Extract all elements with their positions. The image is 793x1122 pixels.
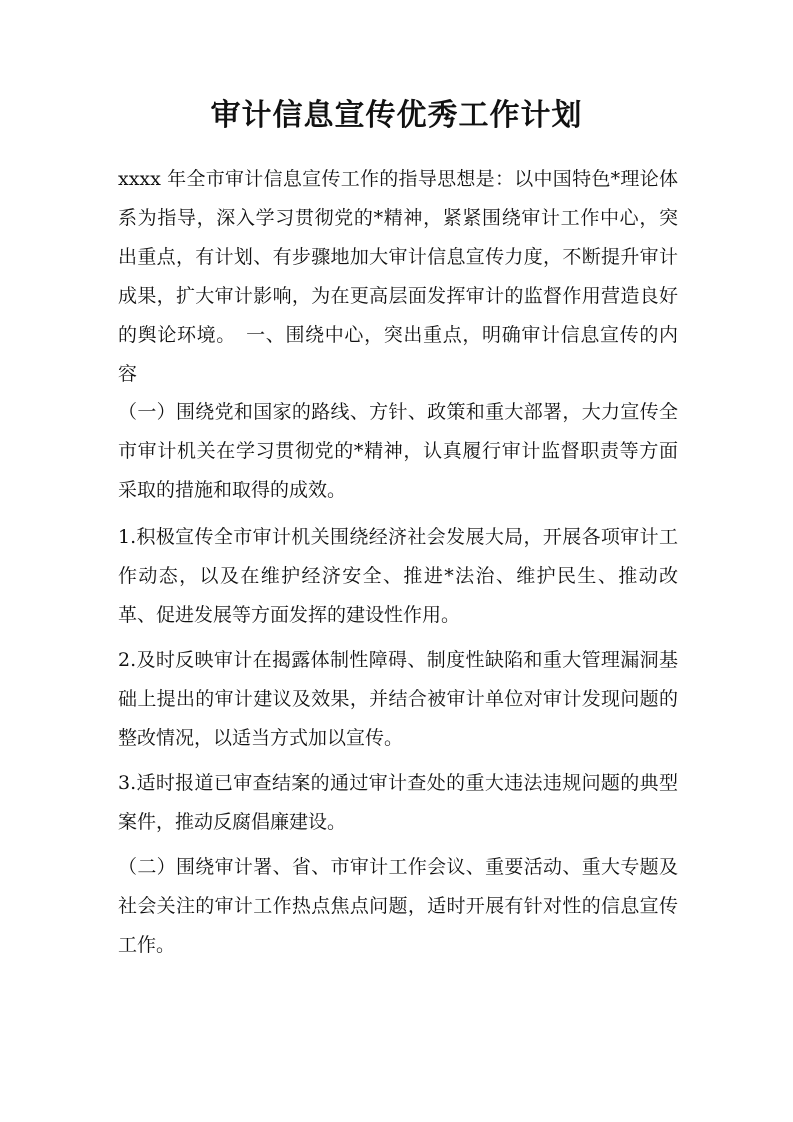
paragraph-item-3: 3.适时报道已审查结案的通过审计查处的重大违法违规问题的典型案件，推动反腐倡廉建设。 [118, 772, 678, 833]
paragraph-item-1: 1.积极宣传全市审计机关围绕经济社会发展大局，开展各项审计工作动态，以及在维护经济安全、推进*法治、维护民生、推动改革、促进发展等方面发挥的建设性作用。 [118, 526, 678, 626]
paragraph-item-2: 2.及时反映审计在揭露体制性障碍、制度性缺陷和重大管理漏洞基础上提出的审计建议及效果，并结合被审计单位对审计发现问题的整改情况，以适当方式加以宣传。 [118, 649, 678, 749]
paragraph-section-two: （二）围绕审计署、省、市审计工作会议、重要活动、重大专题及社会关注的审计工作热点焦点问题，适时开展有针对性的信息宣传工作。 [118, 856, 678, 956]
paragraph-section-one: （一）围绕党和国家的路线、方针、政策和重大部署，大力宣传全市审计机关在学习贯彻党的*精神，认真履行审计监督职责等方面采取的措施和取得的成效。 [118, 401, 678, 501]
paragraph-guiding-ideology: xxxx 年全市审计信息宣传工作的指导思想是：以中国特色*理论体系为指导，深入学习贯彻党的*精神，紧紧围绕审计工作中心，突出重点，有计划、有步骤地加大审计信息宣传力度，不断提升审计成果，扩大审计影响，为在更高层面发挥审计的监督作用营造良好的舆论环境。 一、围绕中心，突出重点，明确审计信息宣传的内容 [118, 168, 678, 385]
document-title: 审计信息宣传优秀工作计划 [210, 98, 583, 133]
